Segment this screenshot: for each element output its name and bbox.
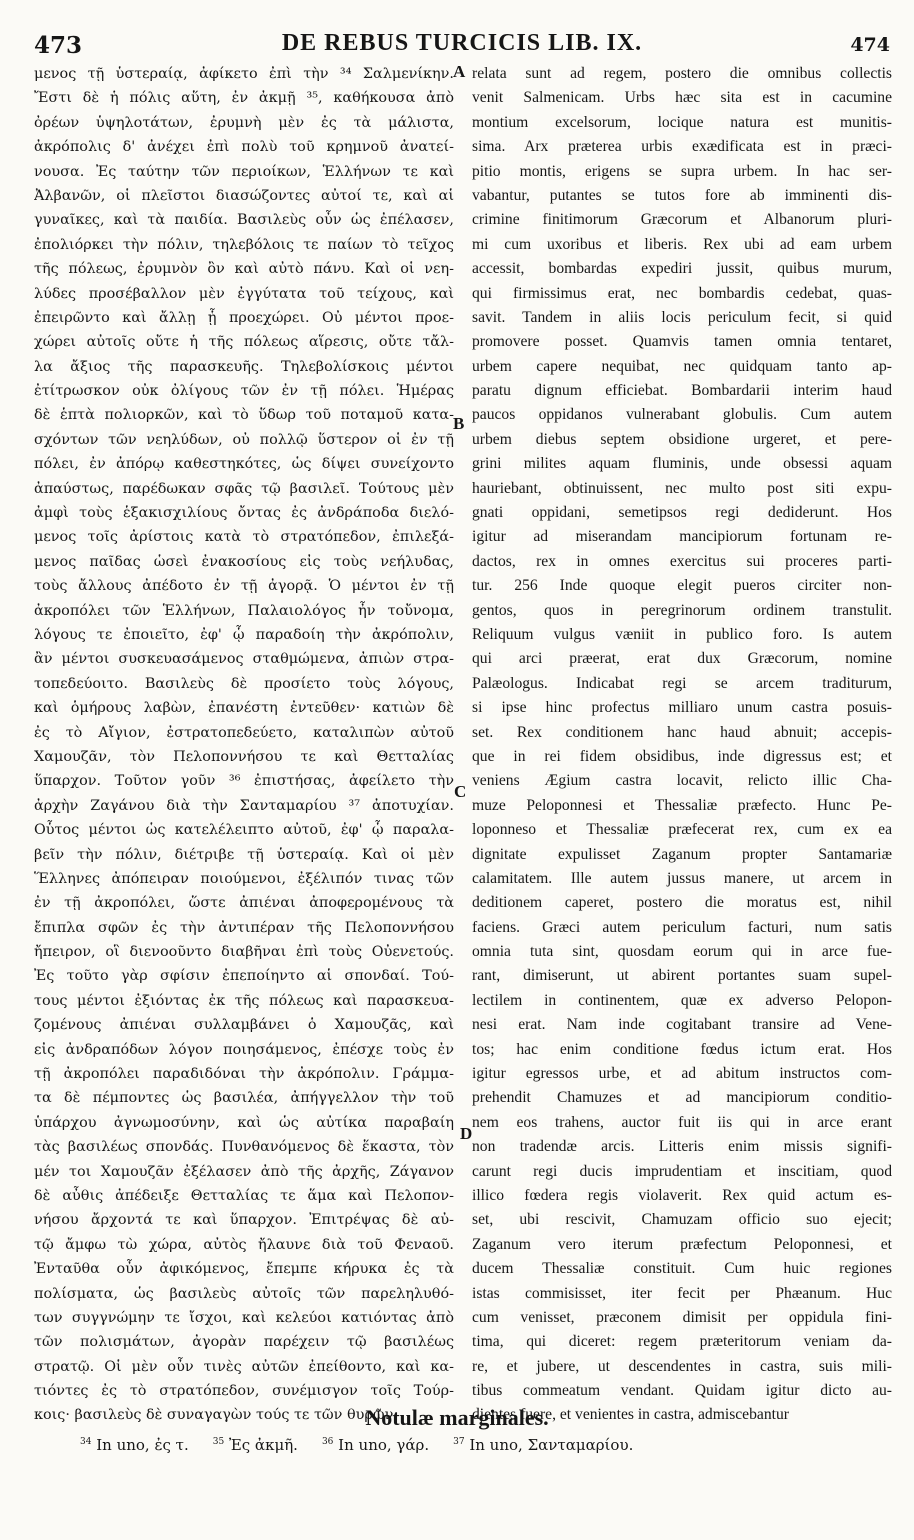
greek-text-line: Ἐς τοῦτο γὰρ σφίσιν ἐπεποίηντο αἱ σπονδαί. Τού- xyxy=(34,968,454,985)
greek-text-line: πολίσματα, ὡς βασιλεὺς αὐτοῖς τῶν παρεληλυθό- xyxy=(34,1285,454,1302)
greek-text-line: βεῖν τὴν πόλιν, διέτριβε τῇ ὑστεραίᾳ. Καὶ οἱ μὲν xyxy=(34,846,454,863)
greek-text-line: Ἐνταῦθα οὖν ἀφικόμενος, ἔπεμπε κήρυκα ἐς τὰ xyxy=(34,1261,454,1278)
greek-text-line: ἐπολιόρκει τὴν πόλιν, τηλεβόλοις τε παίων τὸ τεῖχος xyxy=(34,236,454,253)
note-number: 34 xyxy=(80,1437,92,1447)
greek-text-line: ὕπαρχον. Τοῦτον γοῦν ³⁶ ἐπιστήσας, ἀφείλετο τὴν xyxy=(34,773,454,790)
latin-text-line: vabantur, putantes se tutos fore ab imminenti dis- xyxy=(472,186,892,204)
latin-text-line: dientes fuere, et venientes in castra, admiscebantur xyxy=(472,1406,789,1424)
latin-text-line: loponneso et Thessaliæ præfecerat rex, cum ex ea xyxy=(472,821,892,839)
greek-text-line: ἐν τῇ ἀκροπόλει, ὥστε ἀπιέναι ἀποφερομένους τὰ xyxy=(34,895,454,912)
latin-text-line: paucos oppidanos vulnerabant globulis. Cum autem xyxy=(472,406,892,424)
greek-text-line: Οὗτος μέντοι ὡς κατελέλειπτο αὐτοῦ, ἐφ' ᾧ παραλα- xyxy=(34,822,454,839)
greek-text-line: δὲ αὖθις ἀπέδειξε Θετταλίας τε ἅμα καὶ Πελοπον- xyxy=(34,1187,454,1204)
latin-text-line: Palæologus. Indicabat regi se arcem traditurum, xyxy=(472,674,892,692)
greek-text-line: πόλει, ἐν ἀπόρῳ καθεστηκότες, ὡς δίψει συνείχοντο xyxy=(34,456,454,473)
greek-text-line: τα δὲ πέμποντες ὡς βασιλέα, ἀπήγγελλον τὴν τοῦ xyxy=(34,1090,454,1107)
greek-text-line: ὑπάρχου ἀγνωμοσύνην, καὶ ὡς αὐτίκα παραβαίη xyxy=(34,1114,454,1131)
latin-text-line: gentos, quos in peregrinorum ordinem transtulit. xyxy=(472,601,892,619)
greek-text-line: νήσου ἄρχοντά τε καὶ ὕπαρχον. Ἐπιτρέψας δὲ αὐ- xyxy=(34,1212,454,1229)
marginal-note xyxy=(213,1436,298,1454)
right-page-number: 474 xyxy=(850,34,890,56)
greek-text-line: εἰς ἀνδραπόδων λόγον ποιησάμενος, ἐπέσχε τοὺς ἐν xyxy=(34,1041,454,1058)
greek-text-line: μενος τοῖς ἀρίστοις κατὰ τὸ στρατόπεδον, ἐπιλεξά- xyxy=(34,529,454,546)
note-text: In uno, ἐς τ. xyxy=(91,1436,189,1454)
greek-text-line: τοὺς ἄλλους ἀπέδοτο ἐν τῇ ἀγορᾷ. Ὁ μέντοι ἐν τῇ xyxy=(34,578,454,595)
latin-text-line: igitur ad miserandam mancipiorum fortunam re- xyxy=(472,528,892,546)
note-text: Ἐς ἀκμῆ. xyxy=(224,1436,298,1454)
greek-text-line: μενος παῖδας ὡσεὶ ἐνακοσίους εἰς τοὺς νεήλυδας, xyxy=(34,553,454,570)
latin-text-line: Zaganum vero iterum præfectum Peloponnesi, et xyxy=(472,1235,892,1253)
greek-text-line: ἐτίτρωσκον οὐκ ὀλίγους τῶν ἐν τῇ πόλει. Ἡμέρας xyxy=(34,383,454,400)
latin-text-line: deditionem caperet, postero die moratus est, nihil xyxy=(472,894,892,912)
latin-text-line: ducem Thessaliæ constituit. Cum huic regiones xyxy=(472,1260,892,1278)
greek-text-line: σχόντων τῶν νεηλύδων, οὐ πολλῷ ὕστερον οἱ ἐν τῇ xyxy=(34,431,454,448)
greek-text-line: στρατῷ. Οἱ μὲν οὖν τινὲς αὐτῶν ἐπείθοντο, καὶ κα- xyxy=(34,1358,454,1375)
greek-text-line: λα ἄξιος τῆς παρασκευῆς. Τηλεβολίσκοις μέντοι xyxy=(34,358,454,375)
latin-text-column xyxy=(472,62,892,1428)
marginal-notes xyxy=(80,1436,874,1454)
latin-text-line: dignitate expulisset Zaganum propter Santamariæ xyxy=(472,845,892,863)
greek-text-line: ἀρχὴν Ζαγάνου διὰ τὴν Σανταμαρίου ³⁷ ἀποτυχίαν. xyxy=(34,797,454,814)
greek-text-line: των συγγνώμην τε ἴσχοι, καὶ κελεύοι κατιόντας ἀπὸ xyxy=(34,1309,454,1326)
latin-text-line: crimine finitimorum Græcorum et Albanorum pluri- xyxy=(472,211,892,229)
latin-text-line: carunt regi ducis imprudentiam et inscitiam, quod xyxy=(472,1162,892,1180)
greek-text-column xyxy=(34,62,454,1428)
greek-text-line: ἀκροπόλει τῶν Ἑλλήνων, Παλαιολόγος ἦν τοὔνομα, xyxy=(34,602,454,619)
latin-text-line: tima, qui diceret: regem præteritorum veniam da- xyxy=(472,1333,892,1351)
latin-text-line: que in rei fidem obsidibus, inde digressus est; et xyxy=(472,747,892,765)
running-header xyxy=(34,30,890,60)
latin-text-line: prehendit Chamuzes et ad mancipiorum conditio- xyxy=(472,1089,892,1107)
greek-text-line: τῆς πόλεως, ἐρυμνὸν ὂν καὶ αὐτὸ πάνυ. Καὶ οἱ νεη- xyxy=(34,261,454,278)
latin-text-line: si ipse hinc profectus milliaro unum castra posuis- xyxy=(472,699,892,717)
greek-text-line: κοις· βασιλεὺς δὲ συναγαγὼν τούς τε τῶν θυρῶν xyxy=(34,1407,394,1424)
greek-text-line: Ἀλβανῶν, οἱ πλεῖστοι διασώζοντες αὐτοί τε, καὶ αἱ xyxy=(34,187,454,204)
greek-text-line: Ἕλληνες ἀπόπειραν ποιούμενοι, ἐξέλιπόν τινας τῶν xyxy=(34,870,454,887)
latin-text-line: sima. Arx præterea urbis exædificata est in præci- xyxy=(472,138,892,156)
left-page-number: 473 xyxy=(34,32,83,59)
latin-text-line: tibus commeatum vendant. Quidam igitur dicto au- xyxy=(472,1382,892,1400)
latin-text-line: Reliquum vulgus væniit in publico foro. Is autem xyxy=(472,625,892,643)
greek-text-line: μέν τοι Χαμουζᾶν ἐξέλασεν ἀπὸ τῆς ἀρχῆς, Ζάγανον xyxy=(34,1163,454,1180)
latin-text-line: montium excelsorum, locique natura est munitis- xyxy=(472,113,892,131)
latin-text-line: omnia tuta sint, quosdam eorum qui in arce fue- xyxy=(472,943,892,961)
greek-text-line: τοπεδεύοιτο. Βασιλεὺς δὲ προσίετο τοὺς λόγους, xyxy=(34,675,454,692)
greek-text-line: ἔπιπλα σφῶν ἐς τὴν ἀντιπέραν τῆς Πελοποννήσου xyxy=(34,919,454,936)
latin-text-line: calamitatem. Ille autem jussus manere, ut arcem in xyxy=(472,869,892,887)
latin-text-line: venit Salmenicam. Urbs hæc sita est in cacumine xyxy=(472,89,892,107)
greek-text-line: Χαμουζᾶν, τὸν Πελοποννήσου τε καὶ Θετταλίας xyxy=(34,748,454,765)
latin-text-line: cum venisset, præconem dimisit per oppidula fini- xyxy=(472,1308,892,1326)
greek-text-line: τους μέντοι ἐξιόντας ἐκ τῆς πόλεως καὶ παρασκευα- xyxy=(34,992,454,1009)
greek-text-line: χώρει αὐτοῖς οὔτε ἡ τῆς πόλεως αἵρεσις, οὔτε τἄλ- xyxy=(34,334,454,351)
latin-text-line: grini milites aquam fluminis, unde obsessi aquam xyxy=(472,455,892,473)
latin-text-line: qui firmissimus erat, nec bombardis cedebat, quas- xyxy=(472,284,892,302)
greek-text-line: τῇ ἀκροπόλει παραδιδόναι τὴν ἀκρόπολιν. Γράμμα- xyxy=(34,1066,454,1083)
greek-text-line: λόγους τε ἐποιεῖτο, ἐφ' ᾧ παραδοίη τὴν ἀκρόπολιν, xyxy=(34,626,454,643)
marginal-note xyxy=(453,1436,633,1454)
greek-text-line: ἀμφὶ τοὺς ἑξακισχιλίους ὄντας ἐς ἀνδράποδα διελό- xyxy=(34,505,454,522)
greek-text-line: τιόντες ἐς τὸ στρατόπεδον, συνέμισγον τοῖς Τούρ- xyxy=(34,1383,454,1400)
note-text: In uno, γάρ. xyxy=(333,1436,430,1454)
greek-text-line: ἂν μέντοι συσκευασάμενος σταθμώμενα, ἀπιὼν στρα- xyxy=(34,651,454,668)
greek-text-line: ζομένους ἀπιέναι συλλαμβάνει ὁ Χαμουζᾶς, καὶ xyxy=(34,1017,454,1034)
latin-text-line: faciens. Græci autem periculum facturi, num satis xyxy=(472,918,892,936)
latin-text-line: relata sunt ad regem, postero die omnibus collectis xyxy=(472,65,892,82)
greek-text-line: ἀπαύστως, παρέδωκαν σφᾶς τῷ βασιλεῖ. Τούτους μὲν xyxy=(34,480,454,497)
latin-text-line: nesi erat. Nam inde cogitabant transire ad Vene- xyxy=(472,1016,892,1034)
note-number: 36 xyxy=(321,1437,334,1447)
greek-text-line: μενος τῇ ὑστεραίᾳ, ἀφίκετο ἐπὶ τὴν ³⁴ Σαλμενίκην. xyxy=(34,66,454,82)
latin-text-line: re, et jubere, ut descendentes in castra, suis mili- xyxy=(472,1357,892,1375)
latin-text-line: promovere posset. Quamvis tamen omnia tentaret, xyxy=(472,333,892,351)
latin-text-line: hauriebant, obtinuissent, nec multo post siti expu- xyxy=(472,479,892,497)
latin-text-line: pitio montis, erigens se supra urbem. In hac ser- xyxy=(472,162,892,180)
greek-text-line: λύδες προσέβαλλον μὲν ἐγγύτατα τοῦ τείχους, καὶ xyxy=(34,285,454,302)
margin-marker-a: A xyxy=(453,62,466,81)
note-number: 35 xyxy=(212,1437,225,1447)
greek-text-line: ὀρέων ὑψηλοτάτων, ἐρυμνὴ μὲν ἐς τὰ μάλιστα, xyxy=(34,114,454,131)
latin-text-line: mi cum uxoribus et liberis. Rex ubi ad eam urbem xyxy=(472,235,892,253)
greek-text-line: γυναῖκες, καὶ τὰ παιδία. Βασιλεὺς οὖν ὡς ἐπέλασεν, xyxy=(34,212,454,229)
latin-text-line: dactos, rex in omnes exercitus sui proceres parti- xyxy=(472,552,892,570)
greek-text-line: καὶ ὁμήρους λαβὼν, ἐπανέστη ἐντεῦθεν· κατιὼν δὲ xyxy=(34,700,454,717)
latin-text-line: igitur egressos urbe, et ad abitum instructos com- xyxy=(472,1065,892,1083)
latin-text-line: urbem capere nequibat, nec quidquam tanto ap- xyxy=(472,357,892,375)
latin-text-line: non tradendæ arcis. Litteris enim missis signifi- xyxy=(472,1138,892,1156)
latin-text-line: lectilem in continentem, quæ ex adverso Pelopon- xyxy=(472,991,892,1009)
marginal-notes-title: Notulæ marginales. xyxy=(365,1405,549,1430)
latin-text-line: gnati oppidani, semetipsos regi dediderunt. Hos xyxy=(472,504,892,522)
greek-text-line: τῷ ἄμφω τὼ χώρα, αὐτὸς ἤλαυνε διὰ τοῦ Φεναοῦ. xyxy=(34,1236,454,1253)
marginal-note xyxy=(80,1436,189,1454)
greek-text-line: Ἔστι δὲ ἡ πόλις αὕτη, ἐν ἀκμῇ ³⁵, καθήκουσα ἀπὸ xyxy=(34,90,454,107)
latin-text-line: tur. 256 Inde quoque elegit pueros circiter non- xyxy=(472,577,892,595)
greek-text-line: ἀκρόπολις δ' ἀνέχει ἐπὶ πολὺ τοῦ κρημνοῦ ἀνατεί- xyxy=(34,139,454,156)
latin-text-line: tos; hac enim conditione fœdus ictum erat. Hos xyxy=(472,1040,892,1058)
note-number: 37 xyxy=(453,1437,465,1447)
greek-text-line: ἐπειρῶντο καὶ ἄλλῃ ᾗ προεχώρει. Οὐ μέντοι προε- xyxy=(34,309,454,326)
margin-marker-b: B xyxy=(453,414,465,433)
margin-marker-d: D xyxy=(460,1124,473,1143)
latin-text-line: muze Peloponnesi et Thessaliæ præfecto. Hunc Pe- xyxy=(472,796,892,814)
latin-text-line: illico fœdera regis violaverit. Rex quid actum es- xyxy=(472,1186,892,1204)
note-text: In uno, Σανταμαρίου. xyxy=(464,1436,634,1454)
latin-text-line: veniens Ægium castra locavit, relicto illic Cha- xyxy=(472,772,892,790)
greek-text-line: ἐς τὸ Αἴγιον, ἐστρατοπεδεύετο, καταλιπὼν αὐτοῦ xyxy=(34,724,454,741)
latin-text-line: qui arci præerat, erat dux Græcorum, nomine xyxy=(472,650,892,668)
latin-text-line: urbem diebus septem obsidione urgeret, et pere- xyxy=(472,430,892,448)
latin-text-line: set, ubi rescivit, Chamuzam officio suo ejecit; xyxy=(472,1211,892,1229)
latin-text-line: paratu dignum efficiebat. Bombardarii interim haud xyxy=(472,382,892,400)
margin-marker-c: C xyxy=(454,782,467,801)
latin-text-line: savit. Tandem in aliis locis periculum fecit, si quid xyxy=(472,308,892,326)
marginal-note xyxy=(322,1436,429,1454)
running-title: DE REBUS TURCICIS LIB. IX. xyxy=(281,30,643,56)
latin-text-line: rant, dimiserunt, ut abirent portantes suam supel- xyxy=(472,967,892,985)
latin-text-line: accessit, bombardas expediri jussit, quibus murum, xyxy=(472,260,892,278)
latin-text-line: istas commisisset, iter fecit per Phæanum. Huc xyxy=(472,1284,892,1302)
greek-text-line: νουσα. Ἐς ταύτην τῶν περιοίκων, Ἑλλήνων τε καὶ xyxy=(34,163,454,180)
latin-text-line: nem eos trahens, auctor fuit iis qui in arce erant xyxy=(472,1113,892,1131)
latin-text-line: set. Rex conditionem hanc haud abnuit; accepis- xyxy=(472,723,892,741)
greek-text-line: ἤπειρον, οἳ διενοοῦντο διαβῆναι ἐπὶ τοὺς Οὐενετούς. xyxy=(34,944,454,961)
greek-text-line: δὲ ἑπτὰ πολιορκῶν, καὶ τὸ ὕδωρ τοῦ ποταμοῦ κατα- xyxy=(34,407,454,424)
greek-text-line: τῶν πολισμάτων, ἀγορὰν παρέχειν τῷ βασιλέως xyxy=(34,1334,454,1351)
greek-text-line: τὰς βασιλέως σπονδάς. Πυνθανόμενος δὲ ἕκαστα, τὸν xyxy=(34,1139,454,1156)
